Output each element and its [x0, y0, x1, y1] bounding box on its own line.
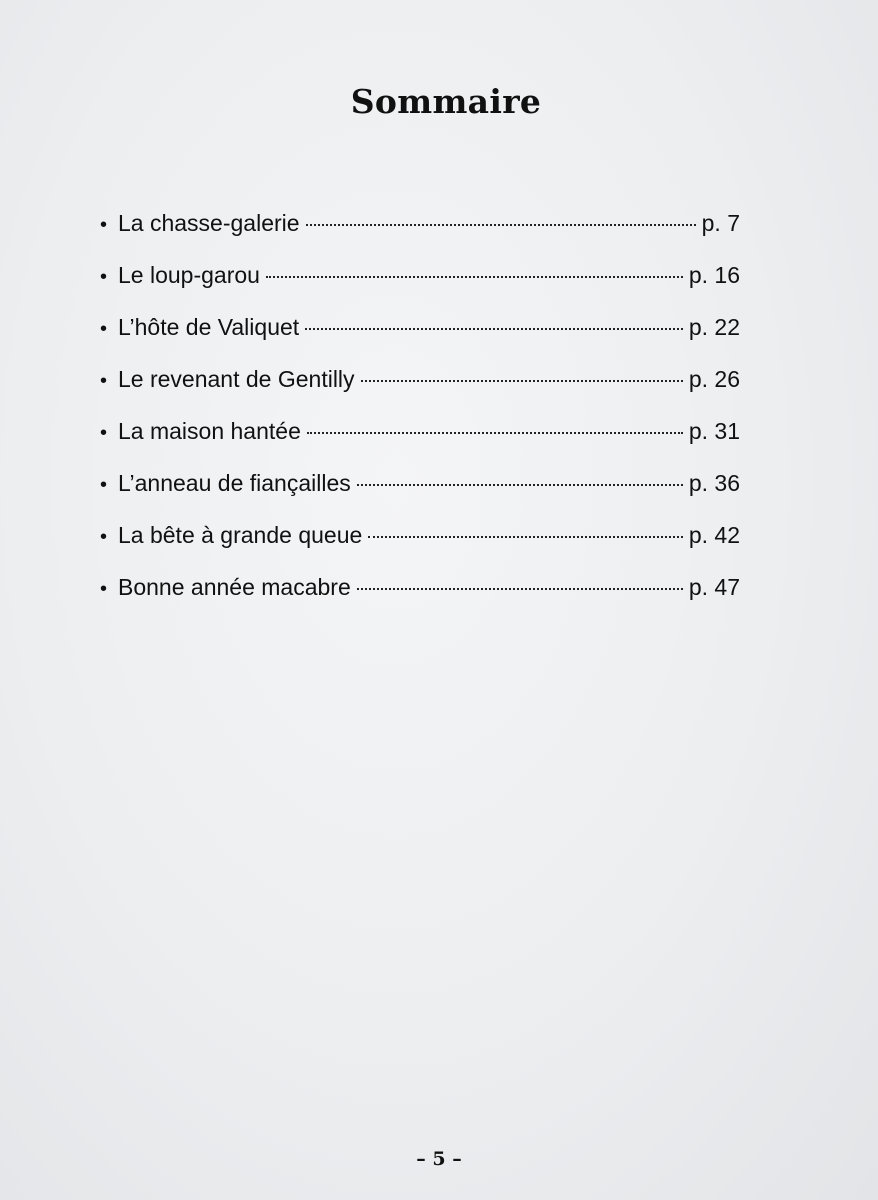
- toc-entry: [100, 366, 740, 418]
- toc-entry: [100, 210, 740, 262]
- toc-page-ref: p. 26: [688, 366, 740, 392]
- dot-leader: [266, 275, 683, 278]
- toc-title: Le revenant de Gentilly: [118, 366, 355, 392]
- bullet-icon: •: [100, 370, 108, 392]
- table-of-contents: [100, 210, 740, 626]
- dot-leader: [307, 431, 683, 434]
- toc-page-ref: p. 7: [701, 210, 740, 236]
- toc-entry: [100, 522, 740, 574]
- dot-leader: [305, 327, 683, 330]
- dot-leader: [357, 587, 683, 590]
- toc-title: Bonne année macabre: [118, 574, 351, 600]
- dot-leader: [357, 483, 683, 486]
- dot-leader: [306, 223, 696, 226]
- page-title: Sommaire: [350, 82, 542, 121]
- toc-entry: [100, 418, 740, 470]
- toc-page-ref: p. 47: [688, 574, 740, 600]
- bullet-icon: •: [100, 422, 108, 444]
- toc-page-ref: p. 42: [688, 522, 740, 548]
- page-number: – 5 –: [416, 1148, 462, 1170]
- toc-title: La chasse-galerie: [118, 210, 300, 236]
- toc-title: L’hôte de Valiquet: [118, 314, 300, 340]
- toc-page-ref: p. 31: [688, 418, 740, 444]
- dot-leader: [361, 379, 683, 382]
- bullet-icon: •: [100, 578, 108, 600]
- toc-title: La bête à grande queue: [118, 522, 363, 548]
- dot-leader: [368, 535, 683, 538]
- toc-title: La maison hantée: [118, 418, 301, 444]
- toc-entry: [100, 574, 740, 626]
- toc-page-ref: p. 16: [688, 262, 740, 288]
- bullet-icon: •: [100, 526, 108, 548]
- toc-title: L’anneau de fiançailles: [118, 470, 351, 496]
- toc-entry: [100, 314, 740, 366]
- toc-entry: [100, 262, 740, 314]
- bullet-icon: •: [100, 266, 108, 288]
- toc-page-ref: p. 36: [688, 470, 740, 496]
- toc-page-ref: p. 22: [688, 314, 740, 340]
- toc-entry: [100, 470, 740, 522]
- bullet-icon: •: [100, 214, 108, 236]
- toc-title: Le loup-garou: [118, 262, 260, 288]
- bullet-icon: •: [100, 318, 108, 340]
- bullet-icon: •: [100, 474, 108, 496]
